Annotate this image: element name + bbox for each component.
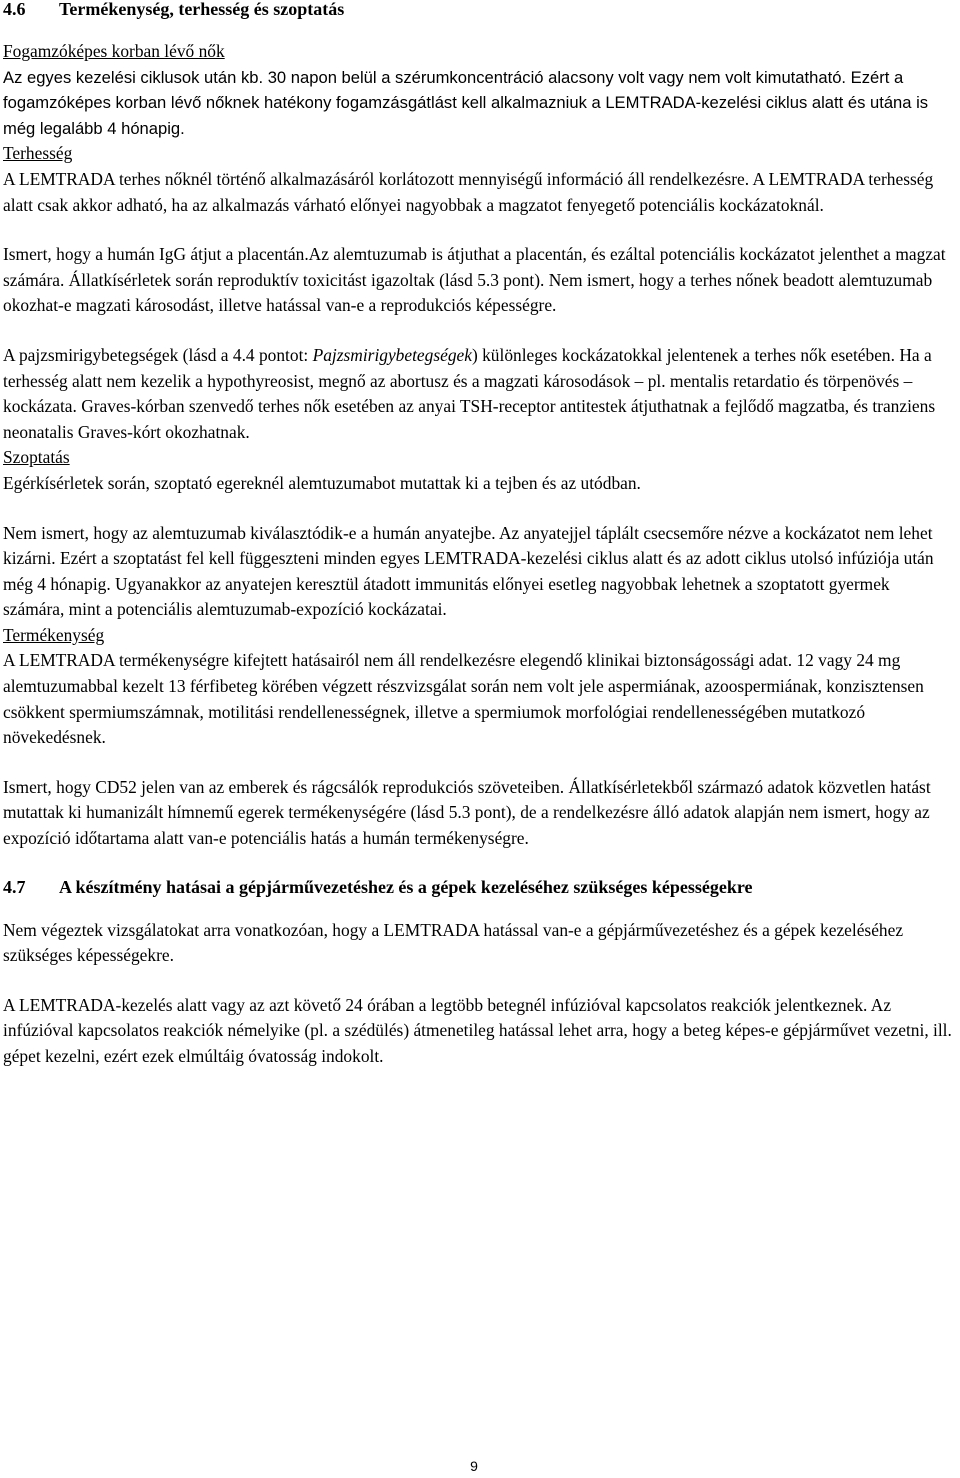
page-number: 9 [470, 1458, 478, 1474]
paragraph: Ismert, hogy a humán IgG átjut a placentán.Az alemtuzumab is átjuthat a placentán, és ezáltal potenciális kockázatot jelenthet a magzat számára. Állatkísérletek során reproduktív toxicitást igazoltak (lásd 5.3 pont). Nem ismert, hogy a terhes nőnek beadott alemtuzumab okozhat-e magzati károsodást, illetve hatással van-e a reprodukciós képességre. [3, 244, 946, 316]
text-run: Az egyes kezelési ciklusok után kb. 30 napon belül a szérumkoncentráció alacsony volt vagy nem volt kimutatható. [3, 67, 847, 87]
paragraph: Egérkísérletek során, szoptató egereknél alemtuzumabot mutattak ki a tejben és az utódban. [3, 472, 641, 493]
section-heading-4-6 [3, 0, 955, 20]
paragraph [3, 65, 955, 142]
section-title: Termékenység, terhesség és szoptatás [59, 0, 345, 19]
paragraph: Nem végeztek vizsgálatokat arra vonatkozóan, hogy a LEMTRADA hatással van-e a gépjárművezetéshez és a gépek kezeléséhez szükséges képességekre. [3, 919, 904, 966]
section-number: 4.7 [3, 876, 26, 897]
paragraph: A LEMTRADA terhes nőknél történő alkalmazásáról korlátozott mennyiségű információ áll rendelkezésre. A LEMTRADA terhesség alatt csak akkor adható, ha az alkalmazás várható előnyei nagyobbak a magzatot fenyegető potenciális kockázatoknál. [3, 168, 934, 215]
text-run: Ezért a fogamzóképes korban lévő nőknek hatékony fogamzásgátlást kell alkalmazniuk a LEMTRADA-kezelési ciklus alatt és utána is még legalább 4 hónapig. [3, 67, 929, 138]
paragraph: A LEMTRADA-kezelés alatt vagy az azt követő 24 órában a legtöbb betegnél infúzióval kapcsolatos reakciók jelentkeznek. Az infúzióval kapcsolatos reakciók némelyike (pl. a szédülés) átmenetileg hatással lehet arra, hogy a beteg képes-e gépjárművet vezetni, ill. gépet kezelni, ezért ezek elmúltáig óvatosság indokolt. [3, 994, 952, 1066]
subheading-fertility: Termékenység [3, 624, 105, 645]
paragraph: Ismert, hogy CD52 jelen van az emberek és rágcsálók reprodukciós szöveteiben. Állatkísérletekből származó adatok közvetlen hatást mutattak ki humanizált hímnemű egerek termékenységére (lásd 5.3 pont), de a rendelkezésre álló adatok alapján nem ismert, hogy az expozíció időtartama alatt van-e potenciális hatás a humán termékenységre. [3, 776, 931, 849]
section-heading-4-7 [3, 876, 955, 898]
section-number: 4.6 [3, 0, 26, 19]
section-title: A készítmény hatásai a gépjárművezetéshez és a gépek kezeléséhez szükséges képességekre [59, 876, 753, 897]
subheading-fertile-women: Fogamzóképes korban lévő nők [3, 41, 225, 61]
document-page [3, 0, 955, 1070]
paragraph [3, 343, 955, 445]
subheading-breastfeeding: Szoptatás [3, 447, 70, 468]
paragraph: A LEMTRADA termékenységre kifejtett hatásairól nem áll rendelkezésre elegendő klinikai biztonságossági adat. 12 vagy 24 mg alemtuzumabbal kezelt 13 férfibeteg körében végzett részvizsgálat során nem volt jele aspermiának, azoospermiának, konzisztensen csökkent spermiumszámnak, motilitási rendellenességnek, illetve a spermiumok morfológiai rendellenességében mutatkozó növekedésnek. [3, 650, 924, 748]
text-run: ) különleges kockázatokkal jelentenek a terhes nők esetében. Ha a terhesség alatt nem kezelik a hypothyreosist, megnő az abortusz és a magzati károsodások – pl. mentalis retardatio és törpenövés – kockázata. Graves-kórban szenvedő terhes nők esetében az anyai TSH-receptor antitestek átjuthatnak a fejlődő magzatba, és tranziens neonatalis Graves-kórt okozhatnak. [3, 344, 936, 442]
subheading-pregnancy: Terhesség [3, 143, 73, 164]
text-run: A pajzsmirigybetegségek (lásd a 4.4 pontot: [3, 344, 313, 365]
paragraph: Nem ismert, hogy az alemtuzumab kiválasztódik-e a humán anyatejbe. Az anyatejjel táplált csecsemőre nézve a kockázatot nem lehet kizárni. Ezért a szoptatást fel kell függeszteni minden egyes LEMTRADA-kezelési ciklus alatt és az adott ciklus utolsó infúziója után még 4 hónapig. Ugyanakkor az anyatejen keresztül átadott immunitás előnyei esetleg nagyobbak lehetnek a szoptatott gyermek számára, mint a potenciális alemtuzumab-expozíció kockázatai. [3, 522, 934, 620]
cross-reference: Pajzsmirigybetegségek [312, 344, 472, 365]
